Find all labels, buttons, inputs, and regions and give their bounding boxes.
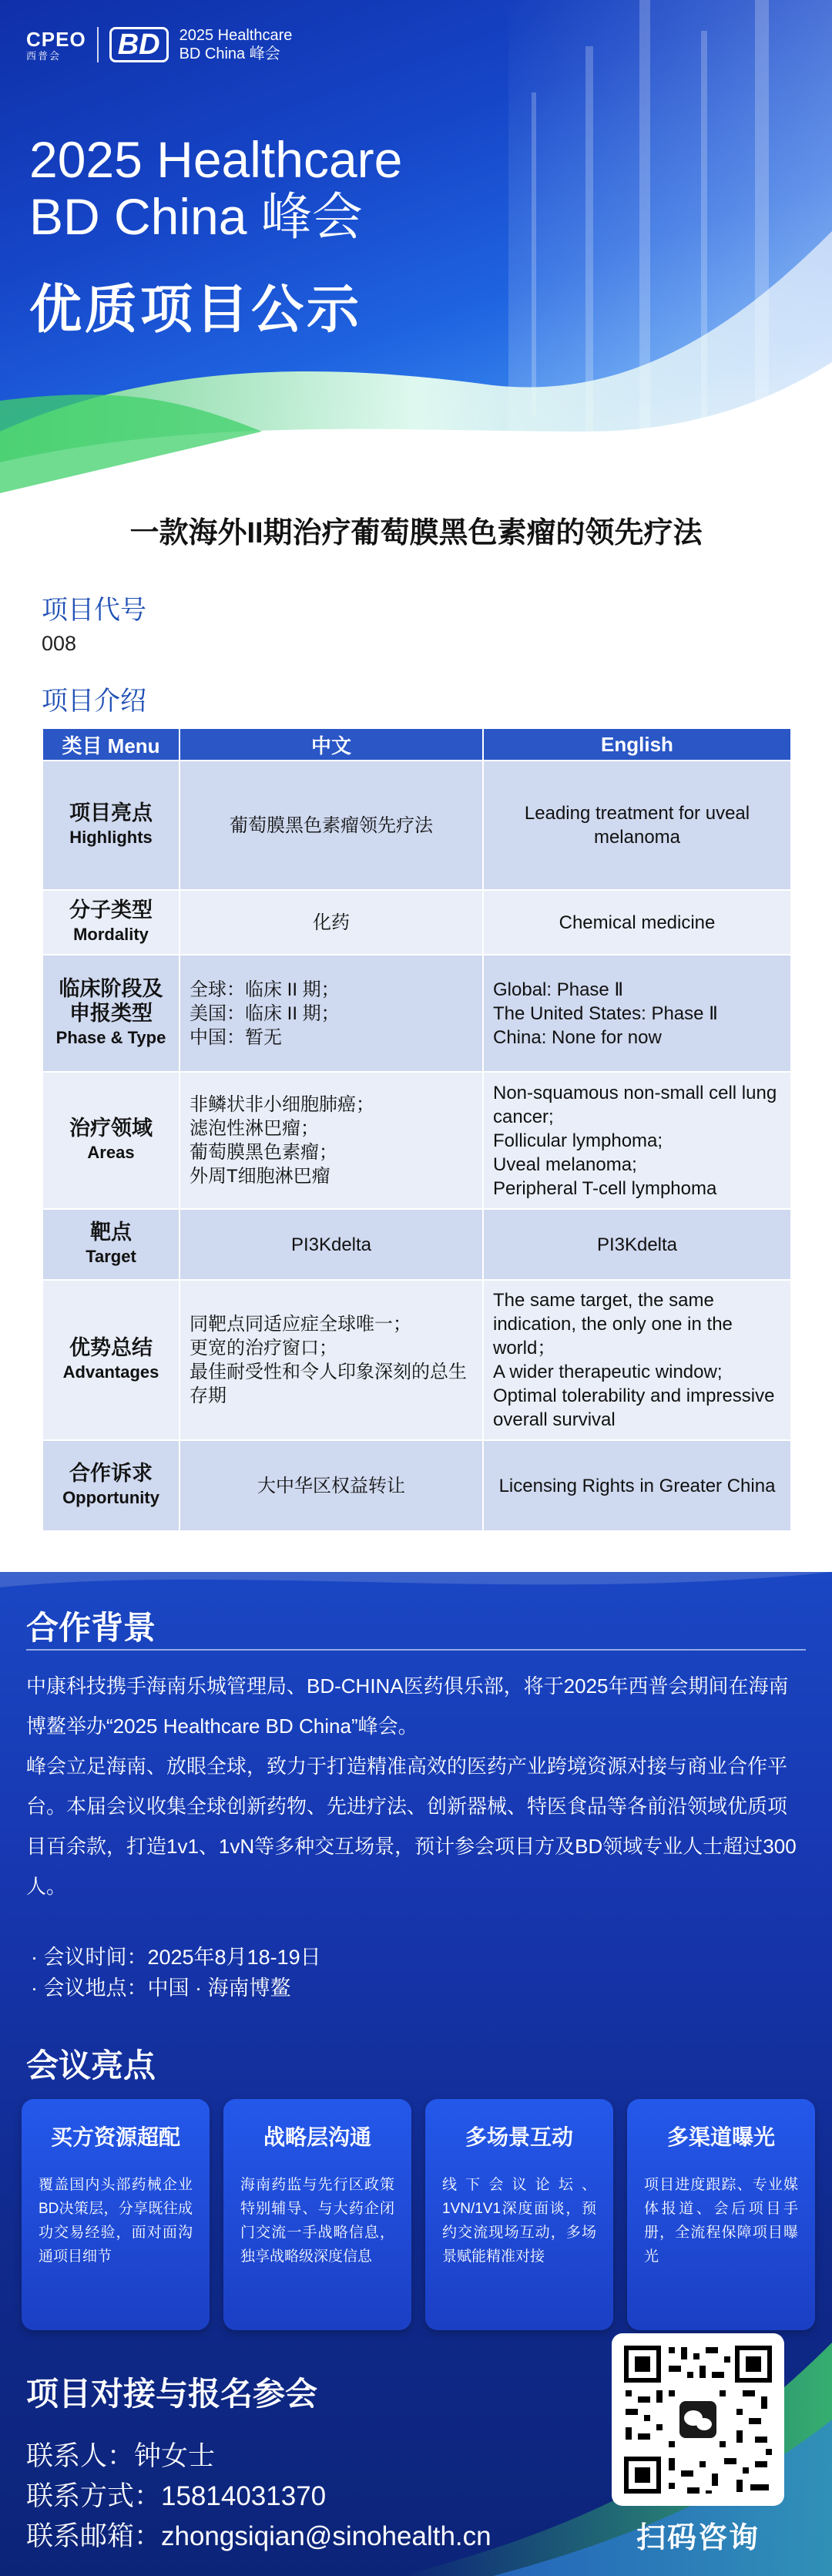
row-menu-cn: 靶点: [90, 1221, 132, 1244]
row-menu-cell: [42, 1072, 179, 1209]
row-chinese-cell: 化药: [179, 890, 483, 955]
table-row: [42, 955, 791, 1072]
highlight-card: [223, 2099, 411, 2330]
row-menu-en: Phase & Type: [55, 1028, 166, 1047]
hero-title-line1: 2025 Healthcare: [29, 131, 403, 188]
info-section: [0, 1572, 832, 2576]
row-english-cell: Chemical medicine: [483, 890, 791, 955]
background-paragraph-2: 峰会立足海南、放眼全球，致力于打造精准高效的医药产业跨境资源对接与商业合作平台。本届会议收集全球创新药物、先进疗法、创新器械、特医食品等各前沿领域优质项目百余款，打造1v1、1vN等多种交互场景，预计参会项目方及BD领域专业人士超过300人。: [26, 1755, 797, 1898]
row-english-cell: Non-squamous non-small cell lung cancer; Follicular lymphoma; Uveal melanoma; Peripheral T-cell lymphoma: [483, 1072, 791, 1209]
table-row: [42, 890, 791, 955]
row-menu-cn: 项目亮点: [69, 801, 153, 825]
cpeo-logo-subtext: 西普会: [26, 49, 62, 62]
qr-code-icon: [612, 2333, 784, 2506]
contact-phone[interactable]: 联系方式：15814031370: [26, 2481, 327, 2511]
row-menu-en: Areas: [87, 1143, 135, 1162]
qr-code[interactable]: [612, 2333, 784, 2506]
contact-heading: 项目对接与报名参会: [26, 2376, 318, 2412]
row-chinese-cell: 大中华区权益转让: [179, 1440, 483, 1531]
table-header-chinese: 中文: [179, 728, 483, 761]
table-row: [42, 1072, 791, 1209]
table-row: [42, 1209, 791, 1280]
highlight-card-desc: 项目进度跟踪、专业媒体报道、会后项目手册，全流程保障项目曝光: [644, 2177, 798, 2265]
row-menu-cell: [42, 1209, 179, 1280]
cpeo-logo: [26, 29, 86, 61]
hero-background-graphic: [0, 0, 832, 493]
hero-banner: [0, 0, 832, 493]
row-menu-cn: 治疗领域: [69, 1117, 153, 1140]
row-english-cell: Leading treatment for uveal melanoma: [483, 761, 791, 890]
hero-title: [29, 131, 402, 245]
hero-subtitle: 优质项目公示: [29, 280, 363, 339]
table-row: [42, 761, 791, 890]
contact-email[interactable]: 联系邮箱：zhongsiqian@sinohealth.cn: [26, 2521, 491, 2551]
highlights-heading: 会议亮点: [26, 2047, 156, 2084]
table-header-english: English: [483, 728, 791, 761]
background-heading: 合作背景: [26, 1610, 156, 1646]
project-code-label: 项目代号: [42, 596, 146, 625]
row-menu-cell: [42, 761, 179, 890]
highlight-card-desc: 覆盖国内头部药械企业BD决策层，分享既往成功交易经验，面对面沟通项目细节: [39, 2177, 193, 2265]
meeting-place: · 会议地点：中国 · 海南博鳌: [31, 1977, 291, 2000]
cpeo-logo-text: CPEO: [26, 27, 86, 51]
row-english-cell: Licensing Rights in Greater China: [483, 1440, 791, 1531]
row-menu-cell: [42, 955, 179, 1072]
row-chinese-cell: 葡萄膜黑色素瘤领先疗法: [179, 761, 483, 890]
highlight-card: [22, 2099, 210, 2330]
row-menu-cn: 分子类型: [69, 898, 153, 922]
row-english-cell: Global: Phase Ⅱ The United States: Phase Ⅱ China: None for now: [483, 955, 791, 1072]
table-row: [42, 1280, 791, 1440]
highlight-card: [627, 2099, 815, 2330]
row-chinese-cell: 同靶点同适应症全球唯一； 更宽的治疗窗口； 最佳耐受性和令人印象深刻的总生存期: [179, 1280, 483, 1440]
bd-logo-text: [179, 26, 293, 63]
bd-logo-text-line1: 2025 Healthcare: [179, 27, 293, 44]
hero-logo-row: [26, 26, 292, 63]
highlight-card-desc: 海南药监与先行区政策特别辅导、与大药企闭门交流一手战略信息，独享战略级深度信息: [240, 2177, 394, 2265]
meeting-time: · 会议时间：2025年8月18-19日: [31, 1946, 321, 1969]
row-english-cell: The same target, the same indication, the only one in the world； A wider therapeutic window; Optimal tolerability and impressive overall survival: [483, 1280, 791, 1440]
row-menu-en: Target: [86, 1247, 136, 1266]
row-menu-cn: 临床阶段及申报类型: [59, 977, 163, 1025]
row-menu-cell: [42, 1280, 179, 1440]
hero-title-line2: BD China 峰会: [29, 188, 363, 245]
table-row: [42, 1440, 791, 1531]
background-paragraph-1: 中康科技携手海南乐城管理局、BD-CHINA医药俱乐部，将于2025年西普会期间在海南博鳌举办“2025 Healthcare BD China”峰会。: [26, 1674, 789, 1738]
highlight-card-title: 多渠道曝光: [666, 2125, 775, 2149]
project-code-value: 008: [42, 632, 77, 655]
table-header-row: [42, 728, 791, 761]
row-menu-en: Advantages: [62, 1362, 159, 1382]
row-chinese-cell: 全球：临床 II 期； 美国：临床 II 期； 中国：暂无: [179, 955, 483, 1072]
project-intro-label: 项目介绍: [42, 687, 146, 716]
table-header-menu: 类目 Menu: [42, 728, 179, 761]
logo-divider: [97, 27, 99, 62]
row-menu-cell: [42, 890, 179, 955]
highlight-card-title: 多场景互动: [465, 2125, 573, 2149]
row-menu-en: Highlights: [69, 828, 153, 847]
qr-caption: 扫码咨询: [636, 2522, 760, 2554]
row-chinese-cell: 非鳞状非小细胞肺癌； 滤泡性淋巴瘤； 葡萄膜黑色素瘤； 外周T细胞淋巴瘤: [179, 1072, 483, 1209]
highlight-card-title: 战略层沟通: [263, 2125, 371, 2149]
highlight-card-title: 买方资源超配: [50, 2125, 180, 2149]
row-menu-en: Mordality: [73, 925, 149, 944]
background-divider: [26, 1649, 806, 1651]
row-menu-cn: 优势总结: [69, 1336, 153, 1359]
row-menu-en: Opportunity: [62, 1488, 159, 1507]
row-menu-cell: [42, 1440, 179, 1531]
project-intro-table: [42, 727, 792, 1532]
highlight-card: [425, 2099, 613, 2330]
row-chinese-cell: PI3Kdelta: [179, 1209, 483, 1280]
project-title: 一款海外II期治疗葡萄膜黑色素瘤的领先疗法: [129, 517, 703, 549]
bd-logo: BD: [109, 27, 169, 62]
row-menu-cn: 合作诉求: [69, 1462, 153, 1485]
row-english-cell: PI3Kdelta: [483, 1209, 791, 1280]
bd-logo-text-line2: BD China 峰会: [179, 45, 280, 62]
highlight-card-desc: 线下会议论坛、1VN/1V1深度面谈，预约交流现场互动，多场景赋能精准对接: [442, 2177, 596, 2265]
contact-person: 联系人：钟女士: [26, 2441, 216, 2471]
